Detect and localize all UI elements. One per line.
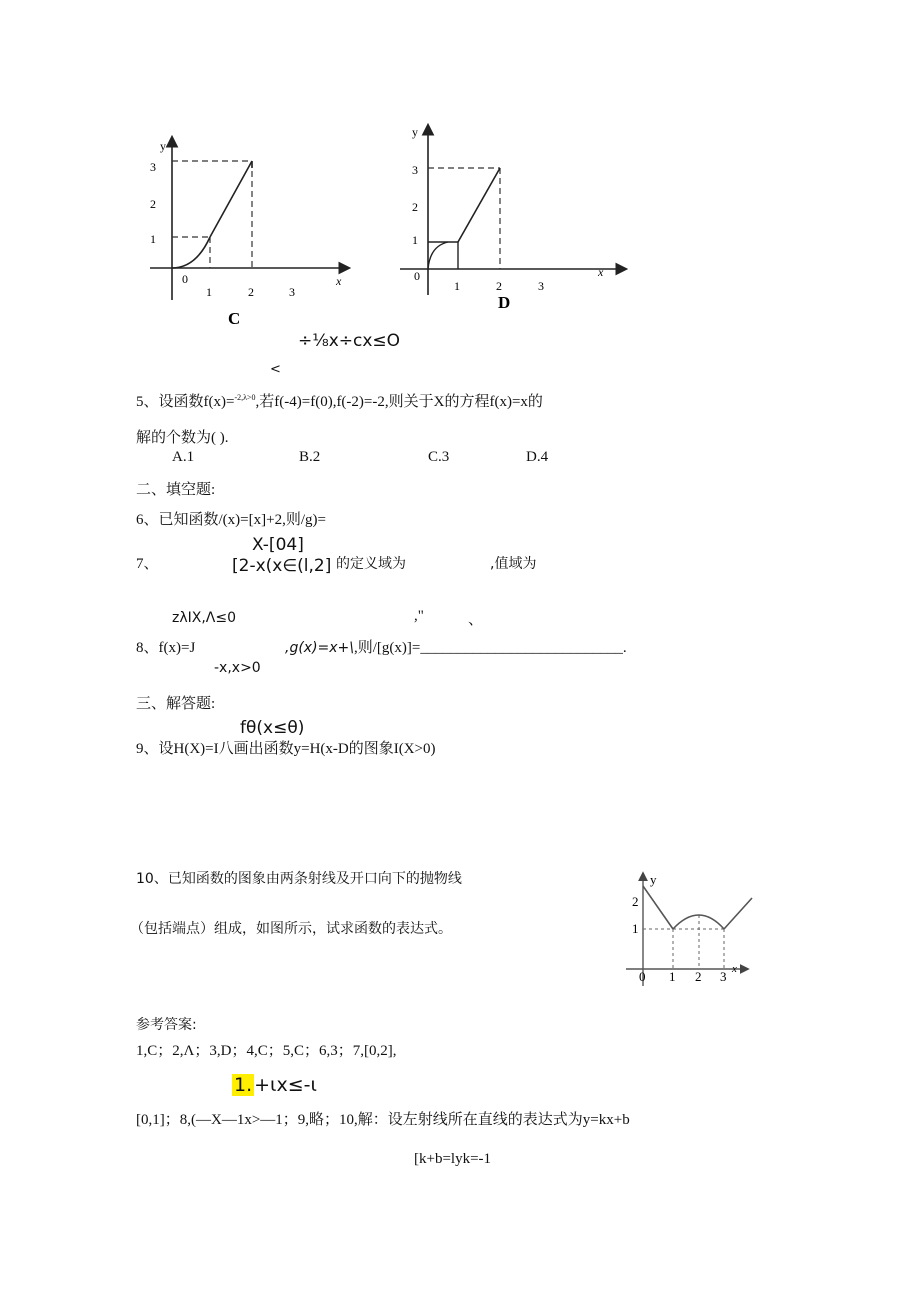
graph-d-y-label: y [412,125,418,139]
q8-quote-fragment: ," [414,608,424,624]
graph-q10-x-tick-2: 2 [695,969,702,984]
graph-d-x-tick-2: 2 [496,279,502,293]
q8-bottom-fragment: -x,x>0 [214,660,261,676]
graph-q10 [622,868,782,993]
graph-d-y-tick-1: 1 [412,233,418,247]
graph-q10-y-tick-1: 1 [632,921,639,936]
q5-option-a: A.1 [172,449,195,465]
q8-rest: ,则/[g(x)]=___________________________. [354,640,627,656]
graph-c-y-label: y [160,139,166,153]
answers-line3: [k+b=lyk=-1 [414,1151,492,1167]
graph-q10-x-label: x [732,963,737,975]
graph-q10-origin: 0 [639,969,646,984]
graph-c-y-tick-3: 3 [150,160,156,174]
answers-highlight: 1. [234,1074,253,1096]
q8-mark-fragment: 、 [468,612,484,628]
q7-range-label: ,值域为 [490,556,537,572]
graph-d-origin: 0 [414,269,420,283]
answers-line2: [0,1]；8,(—X—1x>—1；9,略；10,解：设左射线所在直线的表达式为y=kx+b [136,1112,630,1128]
graph-d-y-tick-3: 3 [412,163,418,177]
graph-d-y-tick-2: 2 [412,200,418,214]
q7-formula: [2-x(x∈(l,2] [232,556,332,576]
q5-line2: 解的个数为( ). [136,430,229,446]
q7-domain-label: 的定义域为 [336,556,406,572]
q5-tiny: -2,λ>0 [234,393,256,402]
ocr-fragment-less-than: < [270,362,281,377]
q5-option-d: D.4 [526,449,549,465]
graph-c-y-tick-2: 2 [150,197,156,211]
q7-number: 7、 [136,556,159,572]
graph-c-x-tick-1: 1 [206,285,212,299]
answers-line1: 1,C；2,Λ；3,D；4,C；5,C；6,3；7,[0,2], [136,1043,397,1059]
graph-d-x-label: x [598,265,604,279]
graph-c-x-label: x [336,274,342,288]
answers-formula [232,1074,317,1096]
question-9: 9、设H(X)=I八画出函数y=H(x-D的图象I(X>0) [136,741,436,757]
q8-gx: ,g(x)=x+\ [285,640,355,656]
graph-c-x-tick-3: 3 [289,285,295,299]
ocr-fragment-formula: ÷⅛x÷cx≤O [298,331,401,351]
q7-top-fragment: X-[04] [252,535,304,555]
graph-d-x-tick-1: 1 [454,279,460,293]
q9-top-fragment: fθ(x≤θ) [240,718,305,738]
graph-c-y-tick-1: 1 [150,232,156,246]
q8-body [285,636,627,657]
graph-d [390,120,640,320]
q5-option-c: C.3 [428,449,450,465]
question-5 [136,390,543,411]
section-answer-title: 三、解答题: [136,696,216,712]
question-8 [136,636,195,657]
section-fill-in-title: 二、填空题: [136,482,216,498]
graph-c-x-tick-2: 2 [248,285,254,299]
q8-prefix: 8、f(x)=J [136,640,196,656]
question-10-line2: （包括端点）组成，如图所示，试求函数的表达式。 [130,921,452,937]
graph-c-origin: 0 [182,272,188,286]
graph-c-label: C [228,309,241,328]
q5-prefix: 5、设函数f(x)= [136,394,235,410]
question-10-line1: 10、已知函数的图象由两条射线及开口向下的抛物线 [136,871,462,887]
graph-q10-y-label: y [650,872,657,887]
graph-q10-x-tick-1: 1 [669,969,676,984]
graph-d-x-tick-3: 3 [538,279,544,293]
graph-c [140,128,360,328]
graph-q10-x-tick-3: 3 [720,969,727,984]
answers-formula-text: +ιx≤-ι [254,1074,317,1096]
q8-top-fragment: zλIX,Λ≤0 [172,610,237,626]
graph-q10-y-tick-2: 2 [632,894,639,909]
q5-option-b: B.2 [299,449,321,465]
answers-heading: 参考答案: [136,1017,197,1033]
question-6: 6、已知函数/(x)=[x]+2,则/g)= [136,512,326,528]
graph-d-label: D [498,293,511,312]
q5-rest: ,若f(-4)=f(0),f(-2)=-2,则关于X的方程f(x)=x的 [255,394,543,410]
